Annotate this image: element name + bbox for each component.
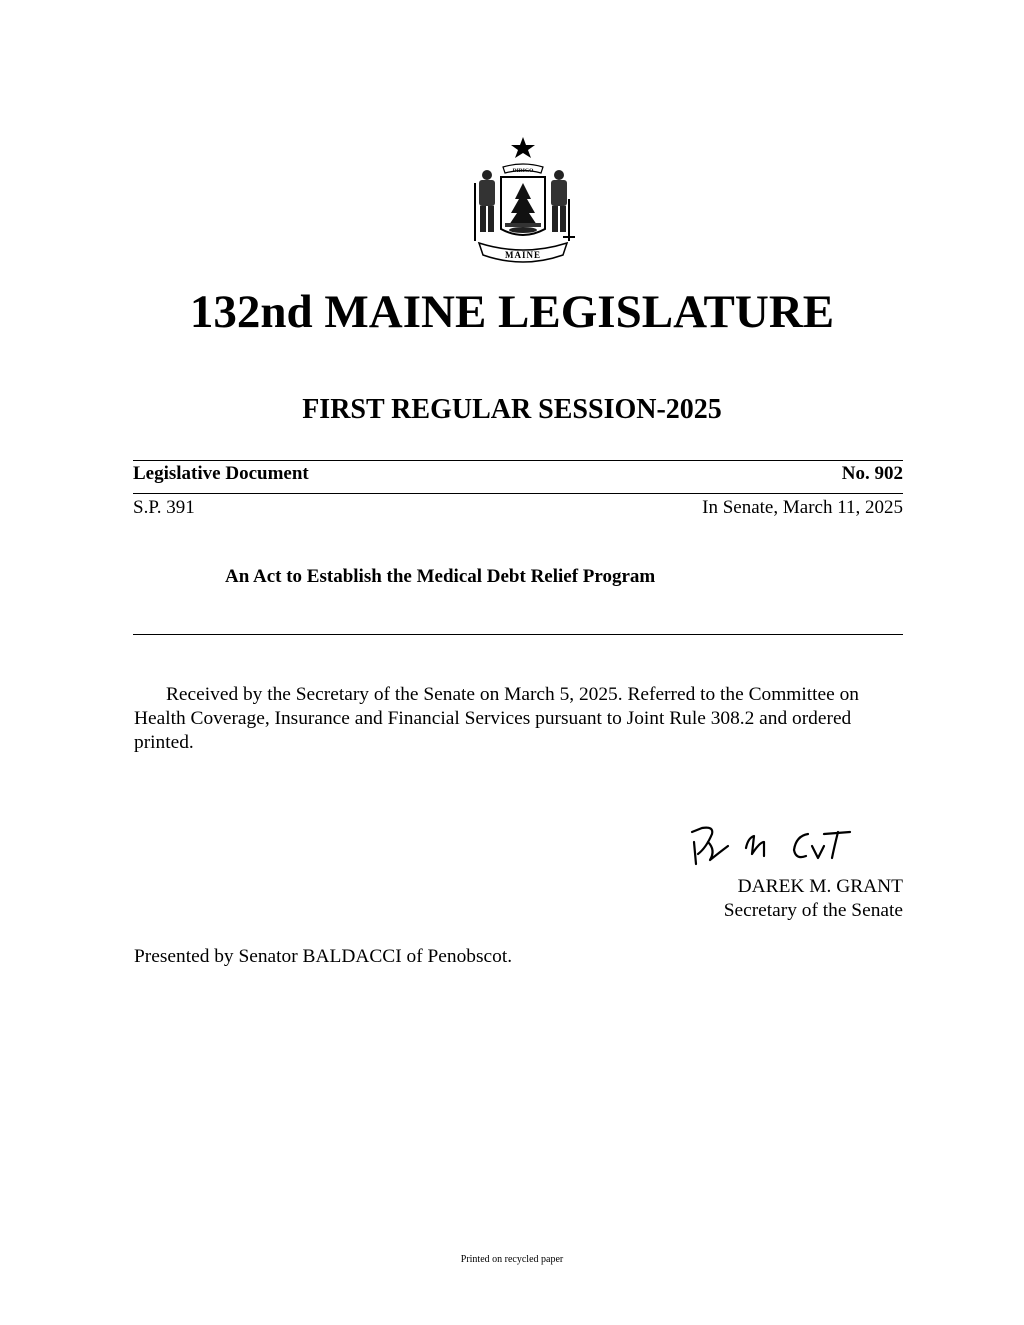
document-number: No. 902 [841,463,903,484]
document-type-label: Legislative Document [133,463,309,484]
signer-title: Secretary of the Senate [723,900,903,921]
top-divider [133,460,903,461]
seal-shield-text: MAINE [505,250,541,260]
document-number-row [133,462,903,486]
signer-name: DAREK M. GRANT [737,876,903,897]
act-title: An Act to Establish the Medical Debt Relief Program [225,566,656,587]
presented-by: Presented by Senator BALDACCI of Penobscot. [134,946,513,967]
senate-paper-number: S.P. 391 [133,497,195,518]
senate-date: In Senate, March 11, 2025 [702,497,903,518]
signer-block [724,875,903,923]
legislature-title: 132nd MAINE LEGISLATURE [189,286,835,338]
signature-image [688,820,903,878]
senate-paper-row [133,496,903,520]
session-title: FIRST REGULAR SESSION-2025 [302,394,722,425]
maine-state-seal [465,133,581,273]
title-divider [133,634,903,635]
seal-star-icon [511,137,535,158]
footer-note: Printed on recycled paper [460,1254,564,1265]
middle-divider [133,493,903,494]
seal-banner-text: DIRIGO [512,168,534,174]
referral-paragraph: Received by the Secretary of the Senate on March 5, 2025. Referred to the Committee on Health Coverage, Insurance and Financial Services pursuant to Joint Rule 308.2 and ordered printed. [134,684,859,753]
